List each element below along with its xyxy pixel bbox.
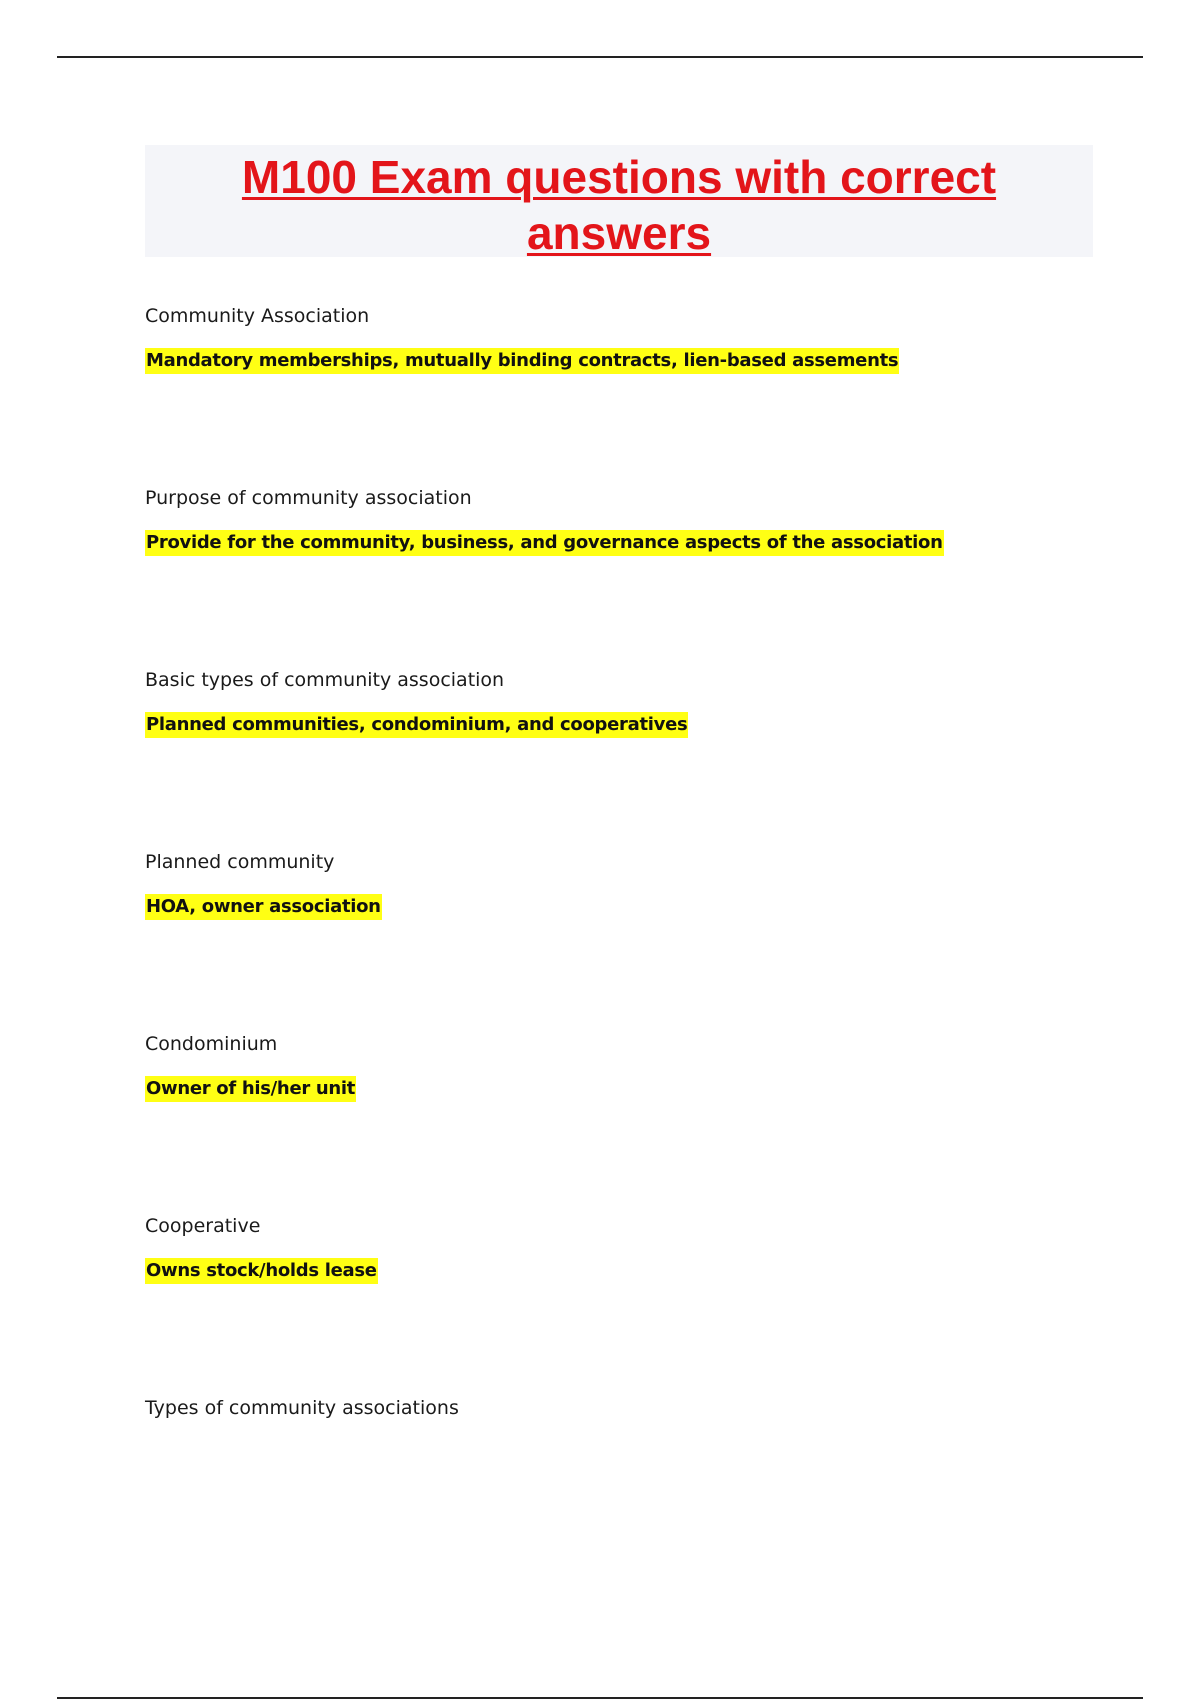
answer-block — [145, 348, 1145, 374]
qa-item — [145, 668, 1145, 738]
question-text: Purpose of community association — [145, 487, 472, 509]
answer-highlight: Owner of his/her unit — [145, 1076, 356, 1102]
qa-item — [145, 1214, 1145, 1284]
question-text: Types of community associations — [145, 1397, 459, 1419]
header-rule — [57, 56, 1143, 58]
answer-highlight: Planned communities, condominium, and cooperatives — [145, 712, 688, 738]
qa-item — [145, 1032, 1145, 1102]
qa-item — [145, 850, 1145, 920]
footer-rule — [57, 1697, 1143, 1699]
question-text: Basic types of community association — [145, 669, 505, 691]
document-title: M100 Exam questions with correct answers — [241, 151, 997, 259]
answer-block — [145, 1076, 1145, 1102]
question-text: Cooperative — [145, 1215, 261, 1237]
question-text: Planned community — [145, 851, 335, 873]
answer-highlight: Mandatory memberships, mutually binding contracts, lien-based assements — [145, 348, 899, 374]
qa-item — [145, 1396, 1145, 1420]
question-text: Community Association — [145, 305, 370, 327]
answer-highlight: HOA, owner association — [145, 894, 382, 920]
answer-highlight: Owns stock/holds lease — [145, 1258, 378, 1284]
qa-item — [145, 304, 1145, 374]
answer-block — [145, 530, 1145, 556]
qa-item — [145, 486, 1145, 556]
answer-block — [145, 712, 1145, 738]
question-text: Condominium — [145, 1033, 278, 1055]
answer-highlight: Provide for the community, business, and governance aspects of the association — [145, 530, 944, 556]
answer-block — [145, 1258, 1145, 1284]
answer-block — [145, 894, 1145, 920]
title-banner — [145, 145, 1093, 257]
